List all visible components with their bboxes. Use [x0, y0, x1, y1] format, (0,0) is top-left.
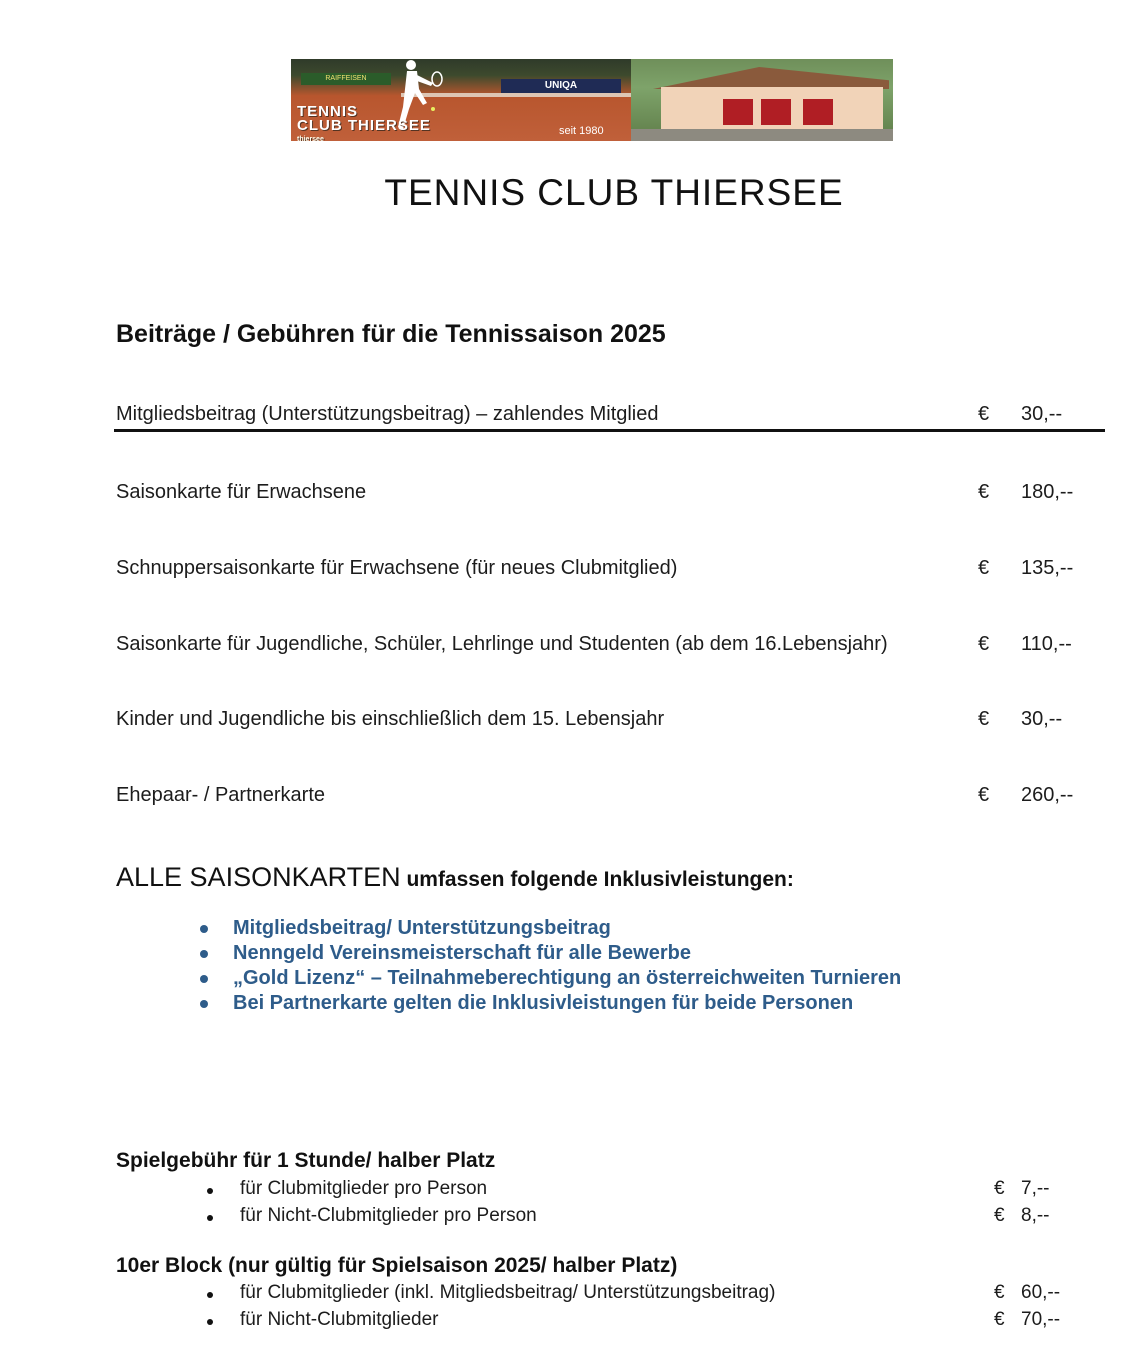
play-fee-amount: 7,--: [1021, 1178, 1050, 1199]
block-heading: 10er Block (nur gültig für Spielsaison 2025/ halber Platz): [116, 1254, 678, 1277]
play-fee-label: für Clubmitglieder pro Person: [240, 1178, 488, 1199]
includes-heading-caps: ALLE SAISONKARTEN: [116, 862, 401, 892]
list-item: [196, 941, 901, 966]
fee-label: Kinder und Jugendliche bis einschließlich dem 15. Lebensjahr: [116, 708, 665, 730]
fee-currency: €: [978, 403, 990, 425]
play-fee-amount: 8,--: [1021, 1205, 1050, 1226]
fee-currency: €: [978, 557, 990, 579]
play-fee-heading: Spielgebühr für 1 Stunde/ halber Platz: [116, 1149, 496, 1172]
block-currency: €: [994, 1309, 1005, 1330]
fee-row: [116, 481, 1106, 511]
includes-heading-rest: umfassen folgende Inklusivleistungen:: [400, 868, 794, 891]
list-item-text: Bei Partnerkarte gelten die Inklusivleistungen für beide Personen: [233, 992, 854, 1014]
block-row: [203, 1282, 1073, 1308]
bullet-icon: [207, 1319, 213, 1325]
block-amount: 70,--: [1021, 1309, 1061, 1330]
fee-currency: €: [978, 784, 990, 806]
fee-currency: €: [978, 633, 990, 655]
play-fee-currency: €: [994, 1178, 1005, 1199]
fee-label: Ehepaar- / Partnerkarte: [116, 784, 325, 806]
play-fee-row: [203, 1205, 1073, 1231]
fee-row: [116, 784, 1106, 814]
clubhouse-window: [803, 99, 833, 125]
section-heading: Beiträge / Gebühren für die Tennissaison 2025: [116, 320, 666, 348]
block-label: für Clubmitglieder (inkl. Mitgliedsbeitrag/ Unterstützungsbeitrag): [240, 1282, 776, 1303]
play-fee-currency: €: [994, 1205, 1005, 1226]
list-item-text: „Gold Lizenz“ – Teilnahmeberechtigung an österreichweiten Turnieren: [233, 967, 902, 989]
fee-amount: 260,--: [1021, 784, 1074, 806]
fee-label: Saisonkarte für Erwachsene: [116, 481, 367, 503]
list-item: [196, 991, 901, 1016]
club-logo: [297, 105, 431, 141]
club-logo-line1: TENNIS: [297, 103, 359, 120]
bullet-icon: [207, 1188, 213, 1194]
block-amount: 60,--: [1021, 1282, 1061, 1303]
list-item: [196, 966, 901, 991]
fee-label: Mitgliedsbeitrag (Unterstützungsbeitrag) – zahlendes Mitglied: [116, 403, 659, 425]
block-row: [203, 1309, 1073, 1335]
includes-list: [196, 916, 901, 1016]
play-fee-label: für Nicht-Clubmitglieder pro Person: [240, 1205, 537, 1226]
bullet-icon: [200, 950, 208, 958]
fee-amount: 30,--: [1021, 403, 1063, 425]
list-item-text: Mitgliedsbeitrag/ Unterstützungsbeitrag: [233, 917, 611, 939]
club-logo-line2: CLUB THIERSEE: [297, 117, 431, 134]
list-item: [196, 916, 901, 941]
fee-amount: 180,--: [1021, 481, 1074, 503]
clubhouse-photo: [631, 59, 893, 141]
bullet-icon: [207, 1292, 213, 1298]
sponsor-banner-left: RAIFFEISEN: [301, 73, 391, 85]
block-label: für Nicht-Clubmitglieder: [240, 1309, 439, 1330]
fee-amount: 30,--: [1021, 708, 1063, 730]
fee-row: [116, 633, 1106, 663]
fee-currency: €: [978, 708, 990, 730]
play-fee-row: [203, 1178, 1073, 1204]
fee-row: [116, 557, 1106, 587]
bullet-icon: [200, 975, 208, 983]
clubhouse-roof: [653, 67, 889, 89]
fee-amount: 110,--: [1021, 633, 1072, 655]
includes-heading: [116, 862, 794, 893]
divider: [114, 429, 1105, 432]
fee-label: Schnuppersaisonkarte für Erwachsene (für neues Clubmitglied): [116, 557, 678, 579]
fee-row: [116, 708, 1106, 738]
since-label: seit 1980: [559, 125, 604, 137]
fee-label: Saisonkarte für Jugendliche, Schüler, Lehrlinge und Studenten (ab dem 16.Lebensjahr): [116, 633, 888, 655]
list-item-text: Nenngeld Vereinsmeisterschaft für alle Bewerbe: [233, 942, 691, 964]
clubhouse-window: [723, 99, 753, 125]
club-logo-small: thiersee: [297, 136, 324, 141]
sponsor-banner-uniqa: UNIQA: [501, 79, 621, 93]
bullet-icon: [200, 1000, 208, 1008]
fee-currency: €: [978, 481, 990, 503]
block-currency: €: [994, 1282, 1005, 1303]
bullet-icon: [207, 1215, 213, 1221]
clubhouse-terrace: [631, 129, 893, 141]
tennis-court-photo: [291, 59, 631, 141]
fee-amount: 135,--: [1021, 557, 1074, 579]
header-banner-image: [291, 59, 893, 141]
clubhouse-window: [761, 99, 791, 125]
page-title: TENNIS CLUB THIERSEE: [384, 172, 844, 213]
bullet-icon: [200, 925, 208, 933]
